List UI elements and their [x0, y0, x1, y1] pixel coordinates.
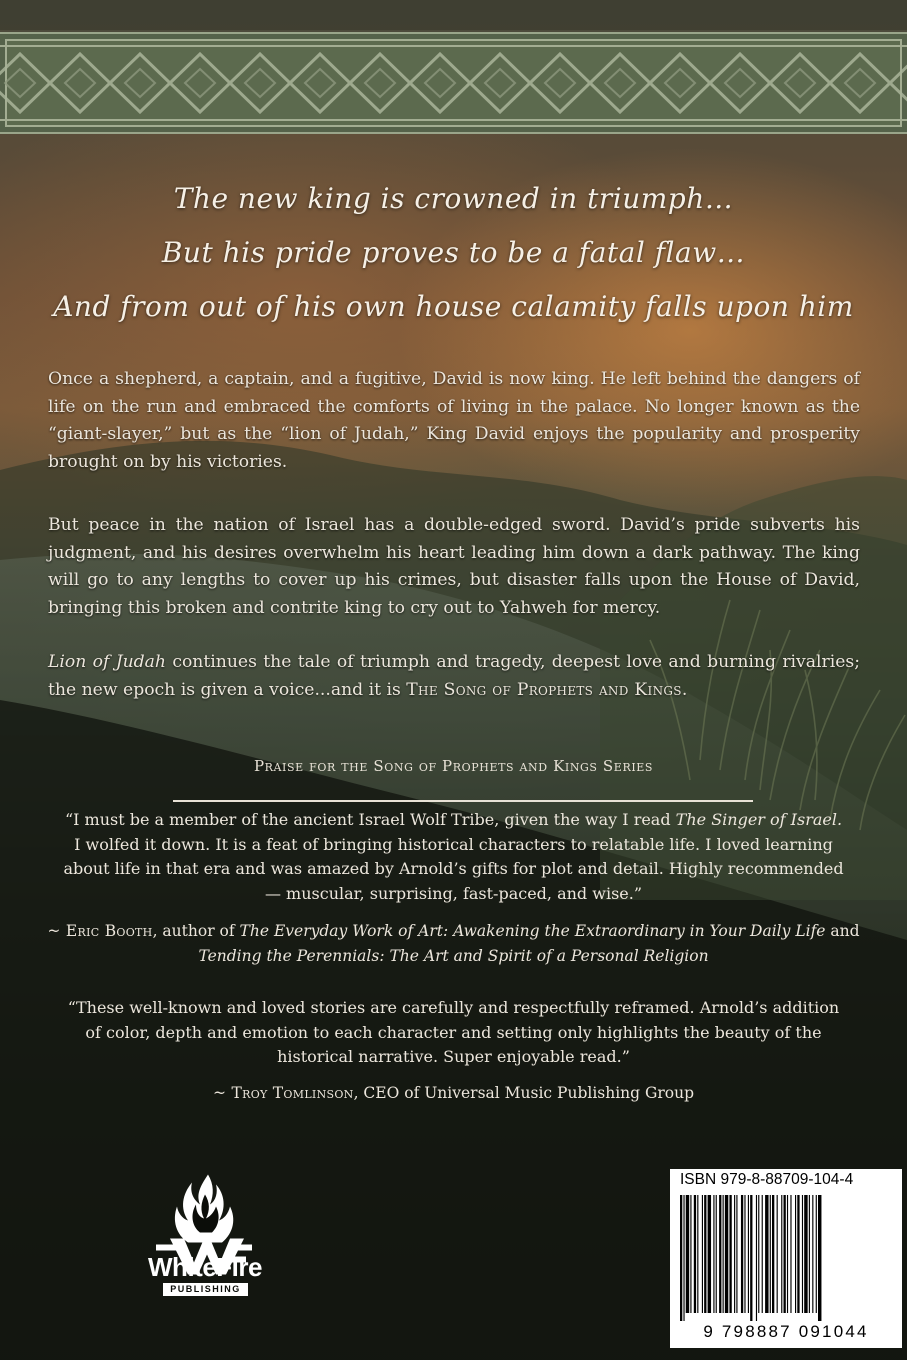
- publisher-name: WhiteFire: [148, 1252, 262, 1282]
- barcode-bar: [816, 1195, 817, 1313]
- blurb-paragraph-3-end: .: [681, 679, 688, 700]
- barcode-bar: [809, 1195, 810, 1313]
- barcode-bar: [702, 1195, 703, 1313]
- attribution-1-name: ~ Eric Booth: [47, 922, 153, 940]
- barcode-bar: [750, 1195, 752, 1321]
- barcode-bar: [787, 1195, 788, 1313]
- isbn-label: ISBN 979-8-88709-104-4: [680, 1171, 854, 1188]
- barcode-bar: [680, 1195, 682, 1321]
- quote-1-text-b: I wolfed it down. It is a feat of bringing historical characters to relatable life. I loved learning about life in that era and was amazed by Arnold’s gifts for plot and detail. Highly recommended— muscular, surprising, fast-paced, and wise.”: [63, 834, 844, 903]
- blurb-paragraph-3-text: continues the tale of triumph and tragedy, deepest love and burning rivalries; the new epoch is given a voice...and it is: [48, 652, 860, 700]
- barcode-bar: [697, 1195, 698, 1313]
- barcode-bar: [756, 1195, 757, 1321]
- barcode-bar: [716, 1195, 717, 1313]
- barcode-bar: [704, 1195, 706, 1313]
- barcode-bar: [802, 1195, 803, 1313]
- praise-quote-2: “These well-known and loved stories are carefully and respectfully reframed. Arnold’s addition of color, depth and emotion to each character and setting only highlights the beauty of the historical narrative. Super enjoyable read.”: [67, 998, 840, 1066]
- barcode-bar: [797, 1195, 799, 1313]
- barcode-bar: [770, 1195, 771, 1313]
- barcode-bar: [777, 1195, 778, 1313]
- praise-attribution-2: [40, 1081, 867, 1106]
- attribution-1-role: , author of: [152, 922, 240, 940]
- blurb-paragraph-1: Once a shepherd, a captain, and a fugitive, David is now king. He left behind the dangers of life on the run and embraced the comforts of living in the palace. No longer known as the “giant-slayer,” but as the “lion of Judah,” King David enjoys the popularity and prosperity brought on by his victories.: [48, 369, 860, 472]
- barcode-bar: [762, 1195, 763, 1313]
- barcode-bar: [790, 1195, 791, 1313]
- barcode-bar: [772, 1195, 774, 1313]
- barcode-bar: [736, 1195, 737, 1313]
- barcode-bar: [784, 1195, 786, 1313]
- attribution-1-book-1: The Everyday Work of Art: Awakening the Extraordinary in Your Daily Life: [239, 922, 826, 940]
- attribution-2-role: , CEO of Universal Music Publishing Group: [353, 1084, 695, 1102]
- attribution-2-name: ~ Troy Tomlinson: [212, 1084, 354, 1102]
- barcode-bar: [748, 1195, 749, 1313]
- quote-1-book-title: The Singer of Israel.: [675, 810, 843, 829]
- barcode-bar: [804, 1195, 807, 1313]
- isbn-barcode: [670, 1169, 902, 1348]
- barcode-bar: [795, 1195, 796, 1313]
- knotwork-pattern-icon: [0, 34, 907, 132]
- barcode-bar: [713, 1195, 714, 1313]
- tagline-line-3: And from out of his own house calamity falls upon him: [53, 290, 854, 323]
- book-title: Lion of Judah: [48, 652, 166, 672]
- barcode-bar: [725, 1195, 728, 1313]
- attribution-1-and: and: [825, 922, 860, 940]
- quote-1-text-a: “I must be a member of the ancient Israel Wolf Tribe, given the way I read: [64, 810, 676, 829]
- praise-heading: Praise for the Song of Prophets and Kings Series: [253, 757, 654, 775]
- tagline-line-2: But his pride proves to be a fatal flaw…: [161, 236, 746, 269]
- tagline: [0, 172, 907, 334]
- praise-quote-1: [60, 808, 847, 906]
- barcode-bar: [694, 1195, 696, 1313]
- barcode-bar: [723, 1195, 724, 1313]
- barcode-bar: [758, 1195, 759, 1313]
- praise-attribution-1: [40, 919, 867, 969]
- barcode-bar: [686, 1195, 689, 1313]
- barcode-bar: [719, 1195, 721, 1313]
- decorative-border-band: [0, 32, 907, 134]
- series-name: The Song of Prophets and Kings: [406, 679, 682, 700]
- barcode-bar: [765, 1195, 768, 1313]
- barcode-bar: [781, 1195, 782, 1313]
- barcode-bar: [683, 1195, 684, 1321]
- barcode-bar: [744, 1195, 745, 1313]
- blurb-paragraph-3: [48, 649, 860, 704]
- tagline-line-1: The new king is crowned in triumph…: [173, 182, 734, 215]
- barcode-bar: [741, 1195, 743, 1313]
- barcode-bar: [818, 1195, 821, 1321]
- barcode-bar: [690, 1195, 691, 1313]
- barcode-bars-icon: [678, 1195, 894, 1321]
- barcode-bar: [812, 1195, 813, 1313]
- barcode-bar: [734, 1195, 735, 1313]
- barcode-bar: [708, 1195, 711, 1313]
- attribution-1-book-2: Tending the Perennials: The Art and Spirit of a Personal Religion: [198, 947, 709, 965]
- blurb-paragraph-2: But peace in the nation of Israel has a double-edged sword. David’s pride subverts his judgment, and his desires overwhelm his heart leading him down a dark pathway. The king will go to any lengths to cover up his crimes, but disaster falls upon the House of David, bringing this broken and contrite king to cry out to Yahweh for mercy.: [48, 515, 860, 618]
- publisher-subtitle: PUBLISHING: [163, 1283, 248, 1296]
- barcode-bar: [729, 1195, 731, 1313]
- barcode-digits: 9 798887 091044: [703, 1322, 869, 1341]
- praise-divider: [173, 800, 753, 802]
